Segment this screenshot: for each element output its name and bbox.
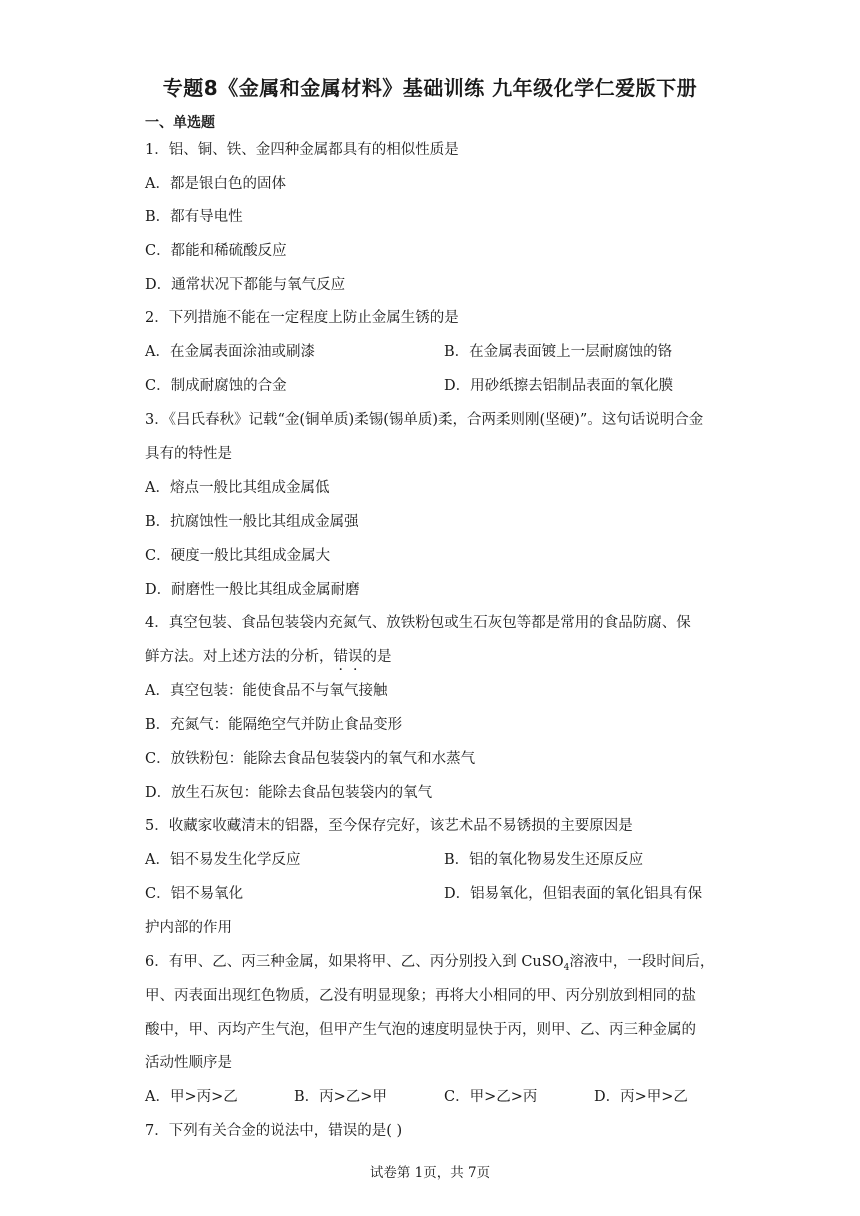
question-6-stem-line4: 活动性顺序是 [145, 1055, 232, 1071]
question-5-option-d-line2: 护内部的作用 [145, 920, 232, 936]
question-4-option-b: B．充氮气：能隔绝空气并防止食品变形 [145, 717, 403, 733]
question-2-option-c: C．制成耐腐蚀的合金 [145, 378, 287, 394]
question-3-option-b: B．抗腐蚀性一般比其组成金属强 [145, 514, 359, 530]
question-5-stem: 5．收藏家收藏清末的铝器，至今保存完好，该艺术品不易锈损的主要原因是 [145, 818, 633, 834]
question-7-stem: 7．下列有关合金的说法中，错误的是( ) [145, 1123, 403, 1139]
question-5-option-a: A．铝不易发生化学反应 [145, 852, 301, 868]
question-4-option-a: A．真空包装：能使食品不与氧气接触 [145, 683, 388, 699]
question-6-option-a: A．甲>丙>乙 [145, 1089, 238, 1105]
question-6-stem-line3: 酸中，甲、丙均产生气泡，但甲产生气泡的速度明显快于丙，则甲、乙、丙三种金属的 [145, 1022, 696, 1038]
question-1-option-b: B．都有导电性 [145, 209, 243, 225]
question-2-option-d: D．用砂纸擦去铝制品表面的氧化膜 [444, 378, 674, 394]
question-6-option-b: B．丙>乙>甲 [294, 1089, 387, 1105]
page-title: 专题8《金属和金属材料》基础训练 九年级化学仁爱版下册 [162, 76, 698, 100]
question-3-option-c: C．硬度一般比其组成金属大 [145, 548, 331, 564]
question-4-option-d: D．放生石灰包：能除去食品包装袋内的氧气 [145, 785, 433, 801]
question-3-stem-line2: 具有的特性是 [145, 446, 232, 462]
subscript-4: 4 [563, 962, 570, 973]
emphasis-char-cuo: 错 [333, 649, 348, 665]
question-1-option-c: C．都能和稀硫酸反应 [145, 243, 287, 259]
question-4-stem-text: 鲜方法。对上述方法的分析， [145, 649, 334, 665]
section-heading: 一、单选题 [145, 115, 215, 131]
question-6-stem-part1: 6．有甲、乙、丙三种金属，如果将甲、乙、丙分别投入到 CuSO [145, 954, 564, 970]
question-4-stem-line2 [145, 647, 392, 667]
question-4-option-c: C．放铁粉包：能除去食品包装袋内的氧气和水蒸气 [145, 751, 476, 767]
question-6-stem-line1 [145, 952, 714, 978]
question-1-stem: 1．铝、铜、铁、金四种金属都具有的相似性质是 [145, 142, 459, 158]
question-2-stem: 2．下列措施不能在一定程度上防止金属生锈的是 [145, 310, 459, 326]
question-6-option-d: D．丙>甲>乙 [594, 1089, 688, 1105]
question-5-option-c: C．铝不易氧化 [145, 886, 244, 902]
question-5-option-b: B．铝的氧化物易发生还原反应 [444, 852, 644, 868]
question-3-stem-line1: 3．《吕氏春秋》记载“金(铜单质)柔锡(锡单质)柔，合两柔则刚(坚硬)”。这句话说明合金 [145, 412, 704, 428]
question-2-option-a: A．在金属表面涂油或刷漆 [145, 344, 315, 360]
question-4-stem-line1: 4．真空包装、食品包装袋内充氮气、放铁粉包或生石灰包等都是常用的食品防腐、保 [145, 615, 691, 631]
question-6-stem-part2: 溶液中，一段时间后， [569, 954, 715, 970]
question-1-option-a: A．都是银白色的固体 [145, 176, 286, 192]
question-4-stem-tail: 的是 [362, 649, 392, 665]
question-5-option-d-line1: D．铝易氧化，但铝表面的氧化铝具有保 [444, 886, 703, 902]
question-1-option-d: D．通常状况下都能与氧气反应 [145, 277, 346, 293]
question-2-option-b: B．在金属表面镀上一层耐腐蚀的铬 [444, 344, 673, 360]
page-footer: 试卷第 1页，共 7页 [369, 1165, 491, 1181]
question-6-option-c: C．甲>乙>丙 [444, 1089, 538, 1105]
question-3-option-d: D．耐磨性一般比其组成金属耐磨 [145, 582, 360, 598]
question-6-stem-line2: 甲、丙表面出现红色物质，乙没有明显现象；再将大小相同的甲、丙分别放到相同的盐 [145, 988, 696, 1004]
question-3-option-a: A．熔点一般比其组成金属低 [145, 480, 330, 496]
emphasis-char-wu: 误 [348, 649, 363, 665]
